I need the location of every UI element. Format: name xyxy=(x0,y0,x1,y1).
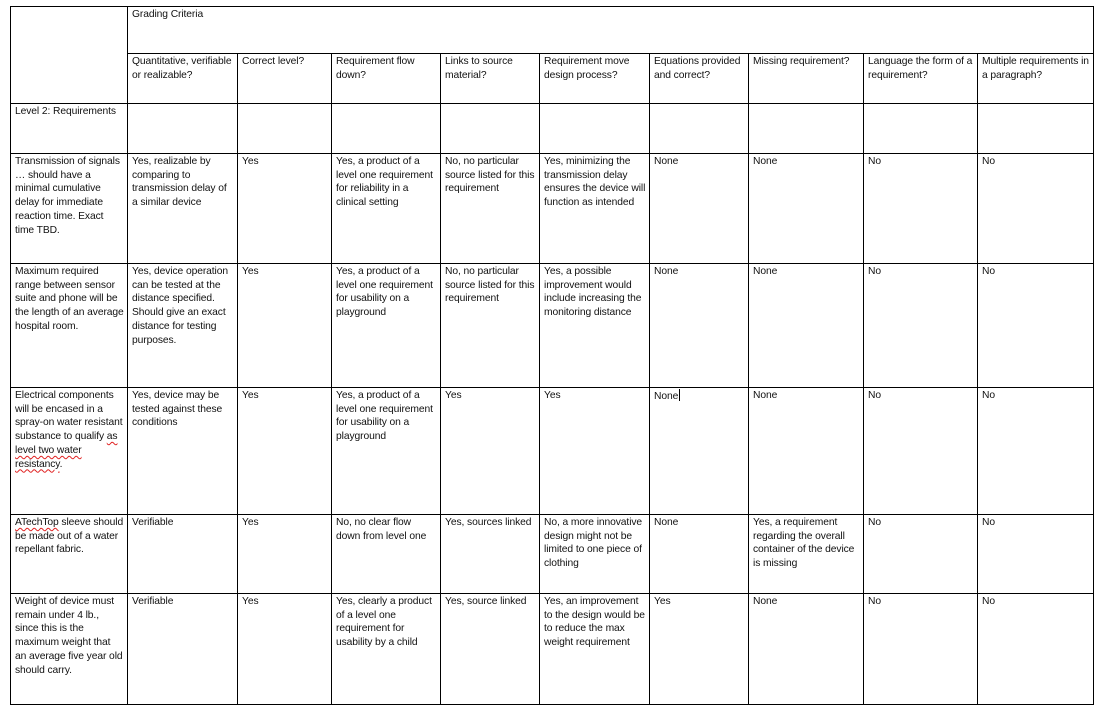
table-cell[interactable]: Yes, clearly a product of a level one requirement for usability by a child xyxy=(332,594,441,705)
column-header[interactable]: Requirement flow down? xyxy=(332,54,441,104)
column-header[interactable]: Quantitative, verifiable or realizable? xyxy=(128,54,238,104)
table-cell[interactable]: No xyxy=(978,154,1094,264)
section-label[interactable]: Level 2: Requirements xyxy=(11,104,128,154)
table-cell[interactable]: Verifiable xyxy=(128,515,238,594)
column-header[interactable]: Correct level? xyxy=(238,54,332,104)
table-cell[interactable]: None xyxy=(749,594,864,705)
table-cell[interactable]: No xyxy=(864,388,978,515)
table-cell[interactable]: None xyxy=(650,515,749,594)
group-header-row xyxy=(11,7,1094,54)
table-cell[interactable]: None xyxy=(749,264,864,388)
column-header-row xyxy=(11,54,1094,104)
column-header[interactable]: Multiple requirements in a paragraph? xyxy=(978,54,1094,104)
grading-table xyxy=(10,6,1094,705)
table-cell[interactable] xyxy=(864,104,978,154)
table-cell[interactable]: Yes xyxy=(441,388,540,515)
corner-cell[interactable] xyxy=(11,7,128,104)
table-cell[interactable]: Yes xyxy=(238,594,332,705)
table-cell[interactable] xyxy=(441,104,540,154)
requirement-text: Electrical components will be encased in a spray-on water resistant substance to qualify xyxy=(15,390,123,443)
column-header[interactable]: Links to source material? xyxy=(441,54,540,104)
table-cell[interactable]: Yes, device operation can be tested at the distance specified. Should give an exact distance for testing purposes. xyxy=(128,264,238,388)
column-header[interactable]: Requirement move design process? xyxy=(540,54,650,104)
table-cell[interactable]: No xyxy=(978,388,1094,515)
table-cell[interactable]: Yes, a product of a level one requirement for reliability in a clinical setting xyxy=(332,154,441,264)
section-row xyxy=(11,104,1094,154)
table-cell[interactable] xyxy=(978,104,1094,154)
column-header[interactable]: Language the form of a requirement? xyxy=(864,54,978,104)
grading-criteria-header[interactable]: Grading Criteria xyxy=(128,7,1094,54)
table-cell[interactable]: No xyxy=(978,515,1094,594)
table-row xyxy=(11,264,1094,388)
requirement-cell[interactable] xyxy=(11,515,128,594)
table-cell[interactable]: No, no particular source listed for this requirement xyxy=(441,154,540,264)
requirement-text: . xyxy=(59,458,63,470)
requirement-text: sleeve should be made out of a water repellant fabric. xyxy=(15,517,124,556)
table-cell[interactable]: None xyxy=(749,154,864,264)
column-header[interactable]: Missing requirement? xyxy=(749,54,864,104)
table-cell[interactable]: No xyxy=(864,154,978,264)
table-cell[interactable]: Yes xyxy=(238,515,332,594)
table-cell[interactable]: Yes, source linked xyxy=(441,594,540,705)
table-cell[interactable]: No, no clear flow down from level one xyxy=(332,515,441,594)
requirement-cell[interactable]: Transmission of signals … should have a minimal cumulative delay for immediate reaction time. Exact time TBD. xyxy=(11,154,128,264)
table-cell[interactable]: None xyxy=(650,264,749,388)
table-cell[interactable]: Yes, sources linked xyxy=(441,515,540,594)
table-cell[interactable] xyxy=(332,104,441,154)
table-cell[interactable] xyxy=(749,104,864,154)
text-cursor xyxy=(679,389,680,401)
table-cell[interactable]: Yes, device may be tested against these conditions xyxy=(128,388,238,515)
table-cell[interactable]: Yes, a possible improvement would include increasing the monitoring distance xyxy=(540,264,650,388)
table-row xyxy=(11,594,1094,705)
table-cell[interactable]: No xyxy=(978,264,1094,388)
table-cell[interactable]: Verifiable xyxy=(128,594,238,705)
table-cell[interactable]: Yes xyxy=(540,388,650,515)
table-cell[interactable] xyxy=(650,104,749,154)
table-cell[interactable]: Yes xyxy=(238,388,332,515)
table-cell[interactable]: None xyxy=(749,388,864,515)
table-cell[interactable]: Yes, realizable by comparing to transmission delay of a similar device xyxy=(128,154,238,264)
table-cell[interactable]: No xyxy=(864,515,978,594)
table-cell[interactable] xyxy=(128,104,238,154)
table-cell[interactable] xyxy=(540,104,650,154)
table-cell[interactable]: No xyxy=(978,594,1094,705)
requirement-cell[interactable] xyxy=(11,388,128,515)
table-cell[interactable]: No, a more innovative design might not be limited to one piece of clothing xyxy=(540,515,650,594)
table-cell[interactable]: Yes, an improvement to the design would be to reduce the max weight requirement xyxy=(540,594,650,705)
spelling-flagged-text: ATechTop xyxy=(15,517,59,528)
table-cell[interactable] xyxy=(238,104,332,154)
table-cell[interactable]: Yes, a requirement regarding the overall container of the device is missing xyxy=(749,515,864,594)
table-row xyxy=(11,154,1094,264)
cell-text: None xyxy=(654,391,679,402)
table-cell[interactable]: No xyxy=(864,264,978,388)
requirement-cell[interactable]: Weight of device must remain under 4 lb., since this is the maximum weight that an average five year old should carry. xyxy=(11,594,128,705)
requirement-cell[interactable]: Maximum required range between sensor suite and phone will be the length of an average hospital room. xyxy=(11,264,128,388)
table-cell[interactable] xyxy=(650,388,749,515)
table-cell[interactable]: No, no particular source listed for this requirement xyxy=(441,264,540,388)
table-cell[interactable]: Yes xyxy=(238,154,332,264)
table-cell[interactable]: Yes, a product of a level one requirement for usability on a playground xyxy=(332,388,441,515)
table-cell[interactable]: Yes xyxy=(650,594,749,705)
table-cell[interactable]: Yes, minimizing the transmission delay ensures the device will function as intended xyxy=(540,154,650,264)
table-cell[interactable]: No xyxy=(864,594,978,705)
table-row xyxy=(11,515,1094,594)
table-row xyxy=(11,388,1094,515)
table-cell[interactable]: None xyxy=(650,154,749,264)
spelling-flagged-text: as level two water resistancy xyxy=(15,431,118,470)
table-cell[interactable]: Yes xyxy=(238,264,332,388)
column-header[interactable]: Equations provided and correct? xyxy=(650,54,749,104)
table-cell[interactable]: Yes, a product of a level one requirement for usability on a playground xyxy=(332,264,441,388)
